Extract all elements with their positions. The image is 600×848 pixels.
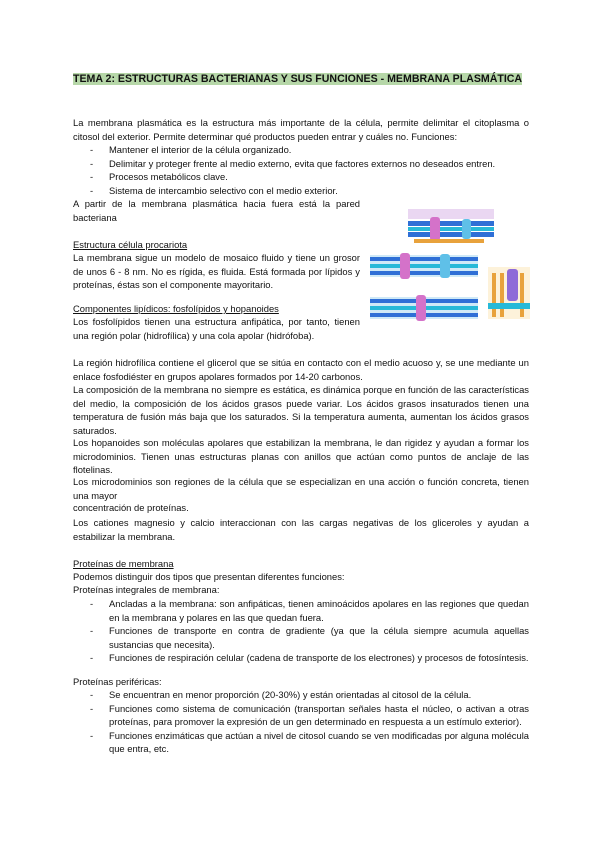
lipids-paragraph-4a: Los microdominios son regiones de la célula que se especializan en una acción o función concreta, tienen una mayor <box>73 476 529 501</box>
lipids-paragraph-1a: Los fosfolípidos tienen una estructura anfipática, por tanto, tienen una región polar (hidrofílica) y una cola apolar (hidrófoba). <box>73 316 360 341</box>
intro-paragraph: La membrana plasmática es la estructura más importante de la célula, permite delimitar el citoplasma o citosol del exterior. Permite determinar qué productos pueden entrar y cuáles no. Funciones: <box>73 117 529 142</box>
bilayer-diagram-right <box>488 267 530 319</box>
list-item: - Procesos metabólicos clave. <box>73 170 529 184</box>
prokaryote-paragraph: La membrana sigue un modelo de mosaico fluido y tiene un grosor de unos 6 - 8 nm. No es rígida, es fluida. Está formada por lípidos y proteínas, éstas son el componente mayoritario. <box>73 252 360 291</box>
lipids-paragraph-2: La composición de la membrana no siempre es estática, es dinámica porque en función de las características del medio, la composición de los ácidos grasos puede variar. Los ácidos grasos insaturados tienen una temperatura de fusión más baja que los saturados. Si la temperatura aumenta, aumentan los ácidos grasos saturados. <box>73 384 529 436</box>
lipids-paragraph-4b: concentración de proteínas. <box>73 502 189 513</box>
list-item: - Funciones de respiración celular (cadena de transporte de los electrones) y procesos de fotosíntesis. <box>73 651 529 665</box>
list-item: - Se encuentran en menor proporción (20-30%) y están orientadas al citosol de la célula. <box>73 688 529 702</box>
list-item: - Mantener el interior de la célula organizado. <box>73 143 529 157</box>
integral-proteins-list <box>73 597 529 665</box>
peripheral-proteins-heading: Proteínas periféricas: <box>73 676 162 687</box>
functions-list <box>73 143 529 197</box>
page-title: TEMA 2: ESTRUCTURAS BACTERIANAS Y SUS FUNCIONES - MEMBRANA PLASMÁTICA <box>73 73 523 85</box>
lipids-paragraph-3: Los hopanoides son moléculas apolares que estabilizan la membrana, le dan rigidez y ayudan a formar los microdominios. Tienen unas estructuras planas con anillos que actúan como puntos de anclaje de las flotelinas. <box>73 437 529 476</box>
bilayer-diagram-top <box>408 209 494 243</box>
section-heading-proteins: Proteínas de membrana <box>73 558 174 569</box>
list-item: - Funciones de transporte en contra de gradiente (ya que la célula siempre acumula aquellas sustancias que necesita). <box>73 624 529 651</box>
list-item: - Funciones enzimáticas que actúan a nivel de citosol cuando se ven modificadas por alguna molécula que entra, etc. <box>73 729 529 756</box>
list-item: - Delimitar y proteger frente al medio externo, evita que factores externos no deseados entren. <box>73 157 529 171</box>
lipids-paragraph-5: Los cationes magnesio y calcio interaccionan con las cargas negativas de los gliceroles y ayudan a estabilizar la membrana. <box>73 517 529 542</box>
list-item: - Ancladas a la membrana: son anfipáticas, tienen aminoácidos apolares en las regiones que quedan en la membrana y polares en las que quedan fuera. <box>73 597 529 624</box>
list-item: - Sistema de intercambio selectivo con el medio exterior. <box>73 184 529 198</box>
proteins-intro: Podemos distinguir dos tipos que presentan diferentes funciones: <box>73 571 345 582</box>
lipids-paragraph-1b: La región hidrofílica contiene el glicerol que se sitúa en contacto con el medio acuoso y, se une mediante un enlace fosfodiéster en grupos apolares formados por 14-20 carbonos. <box>73 357 529 382</box>
section-heading-prokaryote: Estructura célula procariota <box>73 239 188 250</box>
bilayer-diagram-middle <box>370 253 478 321</box>
membrane-illustration <box>370 207 530 327</box>
peripheral-proteins-list <box>73 688 529 756</box>
integral-proteins-heading: Proteínas integrales de membrana: <box>73 584 220 595</box>
list-item: - Funciones como sistema de comunicación (transportan señales hasta el núcleo, o activan a otras proteínas, para promover la expresión de un gen determinado en respuesta a un estímulo exterior). <box>73 702 529 729</box>
cell-wall-paragraph: A partir de la membrana plasmática hacia fuera está la pared bacteriana <box>73 198 360 223</box>
section-heading-lipids: Componentes lipídicos: fosfolípidos y hopanoides <box>73 303 279 314</box>
